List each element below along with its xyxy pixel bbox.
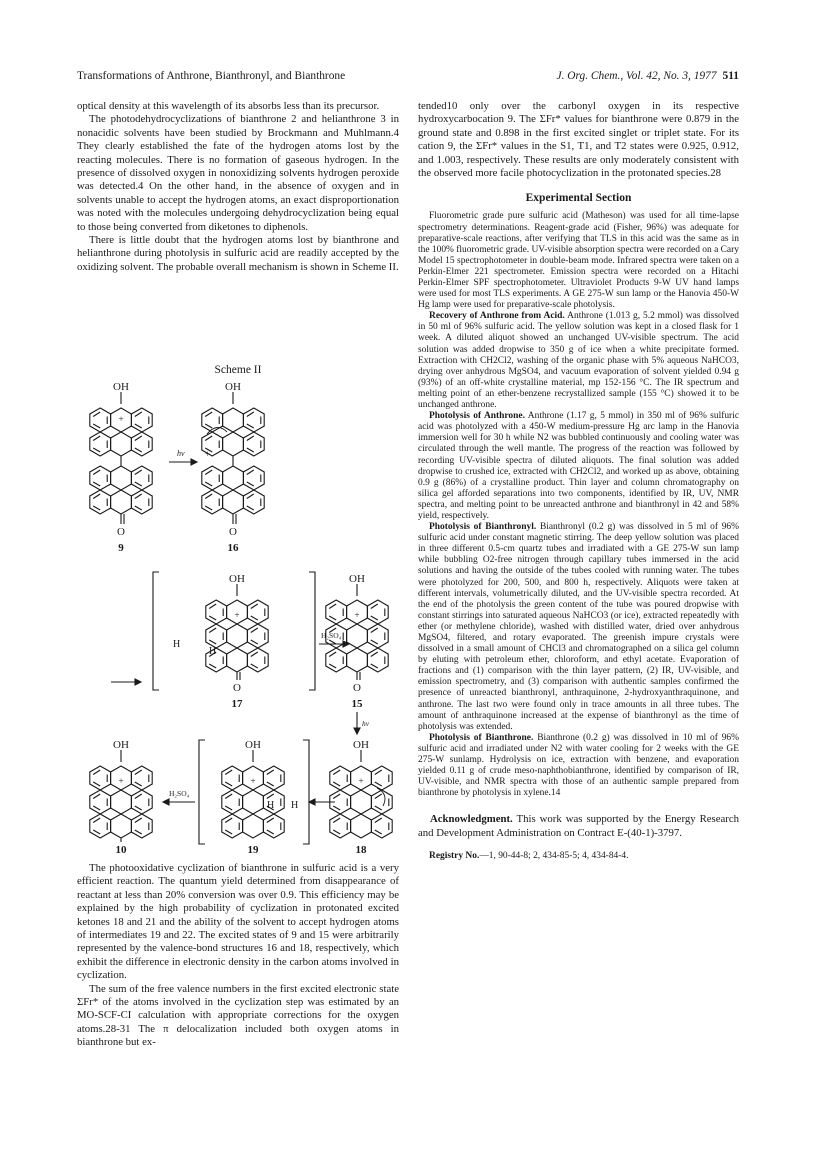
svg-text:OH: OH xyxy=(245,739,261,751)
svg-text:OH: OH xyxy=(349,573,365,585)
svg-text:hν: hν xyxy=(362,719,370,728)
run-in-heading: Photolysis of Bianthrone. xyxy=(429,732,534,743)
compound-17-structure xyxy=(111,572,315,710)
run-in-heading: Photolysis of Anthrone. xyxy=(429,411,525,422)
compound-label-16: 16 xyxy=(227,542,239,554)
compound-label-10: 10 xyxy=(115,844,127,854)
paragraph: optical density at this wavelength of its absorbs less than its precursor. xyxy=(77,100,380,112)
right-column xyxy=(418,100,739,862)
svg-text:H: H xyxy=(291,800,299,811)
plus-sign: + xyxy=(118,414,124,424)
paragraph: The sum of the free valence numbers in the first excited electronic state ΣFr* of the atoms involved in the cyclization step was estimated by an MO-SCF-CI calculation with appropriate corrections for the oxygen atoms.28-31 The π delocalization included both oxygen atoms in bianthrone but ex- xyxy=(77,982,399,1049)
compound-9-structure xyxy=(90,381,152,554)
svg-text:OH: OH xyxy=(225,381,241,393)
experimental-paragraph: Photolysis of Bianthronyl. Bianthronyl (0.2 g) was dissolved in 5 ml of 96% sulfuric acid under constant magnetic stirring. The deep yellow solution was placed in three different 0.5-cm quartz tubes and irradiated with a GE 275-W sun lamp while bubbling O2-free nitrogen through capillary tubes immersed in the acid solutions and having the outside of the tubes cooled with running water. The tubes were photolyzed for 200, 500, and 800 h, respectively. Aliquots were taken at different intervals, volumetrically diluted, and the UV-visible spectra recorded. At the end of the photolysis the green content of the tube was poured dropwise with constant stirrings into saturated aqueous NaHCO3 (or ice), extracted repeatedly with ether (or methylene chloride), washed with distilled water, dried over anhydrous MgSO4, filtered, and rotary evaporated. The greenish impure crystals were dissolved in a small amount of CHCl3 and chromatographed on a silica gel column by eluting with petroleum ether, chloroform, and ethyl acetate. Evaporation of fractions and (1) comparison with the thin layer pattern, (2) IR, UV-visible, and emission spectrometry, and (3) comparison with authentic samples confirmed the presence of unreacted bianthronyl, anthraquinone, 2-hydroxyanthraquinone, and anthrone. The last two were found only in trace amounts in all three tubes. The amount of anthraquinone increased at the expense of bianthronyl as the time of photolysis was extended. xyxy=(418,522,739,732)
scheme-ii-figure xyxy=(77,362,399,854)
registry-numbers: Registry No.—1, 90-44-8; 2, 434-85-5; 4, 434-84-4. xyxy=(429,851,629,862)
run-in-heading: Photolysis of Bianthronyl. xyxy=(429,522,537,533)
svg-text:+: + xyxy=(234,610,240,620)
compound-10-structure xyxy=(90,739,152,842)
svg-text:+: + xyxy=(205,449,211,459)
hv-label: hν xyxy=(177,449,185,458)
left-column-lower xyxy=(77,862,399,1050)
compound-15-structure xyxy=(326,573,388,710)
compound-label-19: 19 xyxy=(247,844,259,854)
svg-text:+: + xyxy=(118,776,124,786)
o-label: O xyxy=(117,526,125,538)
svg-text:H: H xyxy=(209,646,217,657)
paragraph: The photodehydrocyclizations of bianthrone 2 and helianthrone 3 in nonacidic solvents have been studied by Brockmann and Muhlmann.4 They clearly established the fate of the hydrogen atoms lost by the reacting molecules. There is no formation of gaseous hydrogen. In the presence of dissolved oxygen in nonoxidizing solvents hydrogen peroxide was detected.4 On the other hand, in the absence of oxygen and in solvents unable to accept the hydrogen atoms, an exact disproportionation was noted with the molecules undergoing dehydrocyclization being equal to those being converted from diketones to diphenols. xyxy=(77,113,399,233)
compound-label-9: 9 xyxy=(118,542,124,554)
compound-16-structure xyxy=(202,381,264,554)
svg-text:H₂SO₄: H₂SO₄ xyxy=(169,789,190,798)
svg-text:+: + xyxy=(354,610,360,620)
compound-label-18: 18 xyxy=(355,844,367,854)
compound-19-structure xyxy=(199,739,309,844)
experimental-paragraph: Photolysis of Anthrone. Anthrone (1.17 g, 5 mmol) in 350 ml of 96% sulfuric acid was photolyzed with a 450-W medium-pressure Hg arc lamp in the Hanovia immersion well for 30 h while N2 was bubbled continuously and cooling water was circulated through the well mantle. The progress of the reaction was followed by recording UV-visible spectra of diluted aliquots. The final solution was added dropwise to crushed ice, extracted with CH2Cl2, and worked up as above, obtaining 0.9 g (86%) of a crystalline product. Thin layer and column chromatography on silica gel afforded separations into two components, identified by IR, UV, NMR spectra, and melting point to be unreacted anthrone and bianthronyl in 42 and 58% yield, respectively. xyxy=(418,411,740,521)
run-in-heading: Registry No. xyxy=(429,851,480,862)
paragraph: The photooxidative cyclization of bianthrone in sulfuric acid is a very efficient reaction. The quantum yield determined from disappearance of reactant at less than 20% conversion was over 0.9. This efficiency may be explained by the high probability of cyclization in protonated excited ketones 18 and 21 and the ability of the solvent to accept hydrogen atoms of intermediates 19 and 22. The excited states of 9 and 15 were arbitrarily represented by the valence-bond structures 16 and 18, respectively, which exhibit the difference in electronic density in the carbon atoms involved in cyclization. xyxy=(77,862,399,982)
compound-18-structure xyxy=(330,739,392,838)
paragraph: tended10 only over the carbonyl oxygen in its respective hydroxycarbocation 9. The ΣFr* values for bianthrone were 0.879 in the ground state and 0.898 in the first excited singlet or triplet state. For its cation 9, the ΣFr* values in the S1, T1, and T2 states were 0.925, 0.912, and 1.003, respectively. These results are only moderately consistent with the observed more facile photocyclization in the protonated species.28 xyxy=(418,100,739,180)
experimental-paragraph: Fluorometric grade pure sulfuric acid (Matheson) was used for all time-lapse spectrometry determinations. Reagent-grade acid (Fisher, 96%) was adequate for preparative-scale reactions, after verifying that TLS in this acid was the same as in the 100% fluorometric grade. UV-visible absorption spectra were recorded on a Cary Model 15 spectrophotometer in double-beam mode. Infrared spectra were taken on a Perkin-Elmer 221 spectrometer. Emission spectra were recorded on a Hitachi Perkin-Elmer SPF spectrophotometer. Ultraviolet Products 9-W UV hand lamps were used for most TLS experiments. A GE 275-W sun lamp or the Hanovia 450-W Hg lamp were used for preparative-scale photolysis. xyxy=(418,211,739,311)
acknowledgment: Acknowledgment. This work was supported by the Energy Research and Development Administration on Contract E-(40-1)-3797. xyxy=(418,813,739,839)
run-in-heading: Recovery of Anthrone from Acid. xyxy=(429,311,565,322)
experimental-paragraph: Recovery of Anthrone from Acid. Anthrone (1.013 g, 5.2 mmol) was dissolved in 50 ml of 96% sulfuric acid. The yellow solution was kept in a closed flask for 1 week. A diluted aliquot showed an unchanged UV-visible spectrum. The acid solution was added dropwise to 350 g of ice when a white precipitate formed. Extraction with CH2Cl2, washing of the organic phase with 5% aqueous NaHCO3, drying over anhydrous MgSO4, and vacuum evaporation of solvent yielded 0.94 g (93%) of an off-white crystalline material, mp 152-156 °C. The IR spectrum and melting point of an ether-benzene recrystallized sample (155 °C) showed it to be unchanged anthrone. xyxy=(418,311,739,411)
section-title: Experimental Section xyxy=(525,192,632,205)
compound-label-15: 15 xyxy=(351,698,363,710)
paragraph: There is little doubt that the hydrogen atoms lost by bianthrone and helianthrone during photolysis in sulfuric acid are readily accepted by the oxidizing solvent. The probable overall mechanism is shown in Scheme II. xyxy=(77,234,399,273)
page-header xyxy=(77,70,739,86)
svg-text:O: O xyxy=(353,682,361,694)
oh-label: OH xyxy=(113,381,129,393)
journal-citation xyxy=(557,70,739,82)
svg-text:+: + xyxy=(250,776,256,786)
svg-text:H: H xyxy=(267,800,275,811)
svg-text:+: + xyxy=(358,776,364,786)
svg-text:O: O xyxy=(233,682,241,694)
h2so4-label: H₂SO₄ xyxy=(321,631,342,640)
svg-text:OH: OH xyxy=(113,739,129,751)
scheme-title: Scheme II xyxy=(214,364,262,376)
svg-text:OH: OH xyxy=(353,739,369,751)
svg-text:H: H xyxy=(173,639,181,650)
running-title: Transformations of Anthrone, Bianthronyl, and Bianthrone xyxy=(77,70,346,82)
svg-text:O: O xyxy=(229,526,237,538)
experimental-paragraph: Photolysis of Bianthrone. Bianthrone (0.2 g) was dissolved in 10 ml of 96% sulfuric acid and irradiated under N2 with water cooling for 2 weeks with the GE 275-W sunlamp. Hydrolysis on ice, extraction with benzene, and evaporation yielded 0.11 g of crude meso-naphthobianthrone, identified by comparison of IR, UV-visible, and NMR spectra with those of an authentic sample prepared from bianthrone by photolysis in xylene.14 xyxy=(418,732,740,799)
svg-text:OH: OH xyxy=(229,573,245,585)
left-column xyxy=(77,100,399,274)
page-number: 511 xyxy=(722,70,739,82)
compound-label-17: 17 xyxy=(231,698,243,710)
run-in-heading: Acknowledgment. xyxy=(430,813,513,826)
journal-name: J. Org. Chem., Vol. 42, No. 3, 1977 xyxy=(556,70,717,82)
